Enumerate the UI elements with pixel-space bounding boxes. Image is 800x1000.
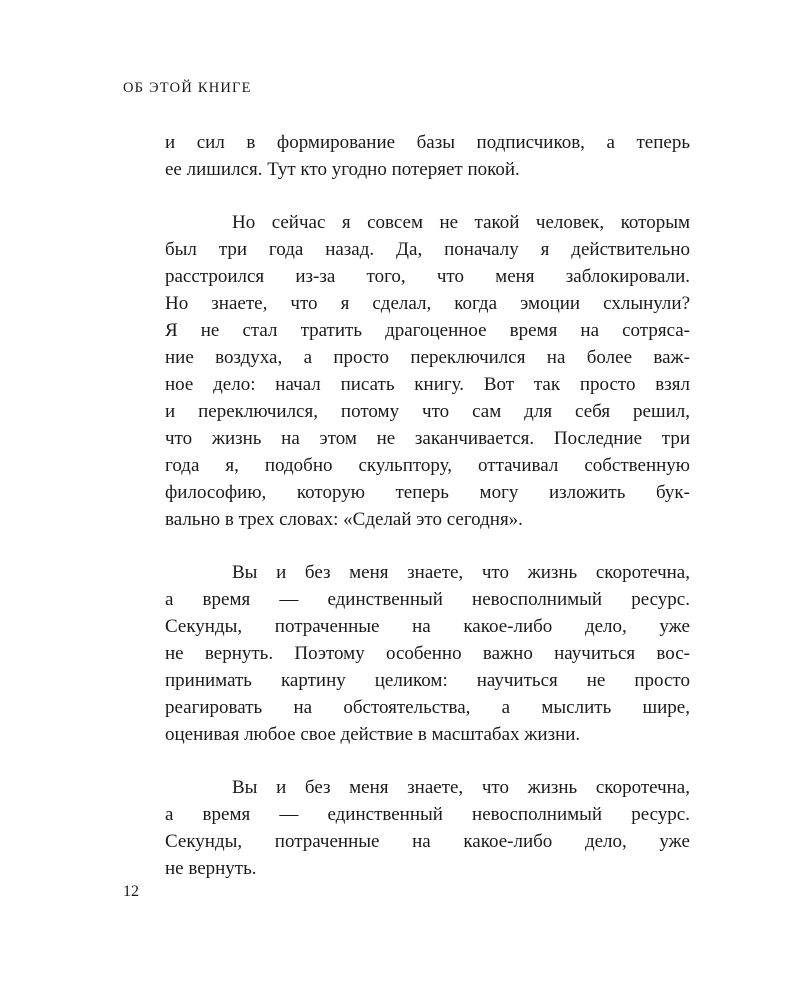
text-line: философию, которую теперь могу изложить бук- xyxy=(165,482,690,503)
text-line: а время — единственный невосполнимый ресурс. xyxy=(165,589,690,610)
text-line: Вы и без меня знаете, что жизнь скоротечна, xyxy=(232,777,690,798)
running-head: ОБ ЭТОЙ КНИГЕ xyxy=(123,80,252,96)
page-number: 12 xyxy=(123,883,139,900)
text-line: Секунды, потраченные на какое-либо дело, уже xyxy=(165,616,690,637)
text-line: а время — единственный невосполнимый ресурс. xyxy=(165,804,690,825)
text-line: был три года назад. Да, поначалу я действительно xyxy=(165,239,690,260)
text-line: ее лишился. Тут кто угодно потеряет покой. xyxy=(165,159,520,180)
text-line: оценивая любое свое действие в масштабах жизни. xyxy=(165,724,581,745)
text-line: вально в трех словах: «Сделай это сегодня». xyxy=(165,509,523,530)
text-line: Я не стал тратить драгоценное время на сотряса- xyxy=(165,320,690,341)
text-line: Секунды, потраченные на какое-либо дело, уже xyxy=(165,831,690,852)
text-line: Но знаете, что я сделал, когда эмоции схлынули? xyxy=(165,293,690,314)
text-line: расстроился из-за того, что меня заблокировали. xyxy=(165,266,690,287)
text-line: не вернуть. xyxy=(165,858,257,879)
text-line: что жизнь на этом не заканчивается. Последние три xyxy=(165,428,690,449)
text-line: ное дело: начал писать книгу. Вот так просто взял xyxy=(165,374,690,395)
text-line: Но сейчас я совсем не такой человек, которым xyxy=(232,212,690,233)
text-line: Вы и без меня знаете, что жизнь скоротечна, xyxy=(232,562,690,583)
text-line: и сил в формирование базы подписчиков, а теперь xyxy=(165,132,690,153)
text-line: реагировать на обстоятельства, а мыслить шире, xyxy=(165,697,690,718)
body-text xyxy=(165,129,690,882)
text-line: года я, подобно скульптору, оттачивал собственную xyxy=(165,455,690,476)
text-line: ние воздуха, а просто переключился на более важ- xyxy=(165,347,690,368)
text-line: не вернуть. Поэтому особенно важно научиться вос- xyxy=(165,643,690,664)
text-line: и переключился, потому что сам для себя решил, xyxy=(165,401,690,422)
text-line: принимать картину целиком: научиться не просто xyxy=(165,670,690,691)
